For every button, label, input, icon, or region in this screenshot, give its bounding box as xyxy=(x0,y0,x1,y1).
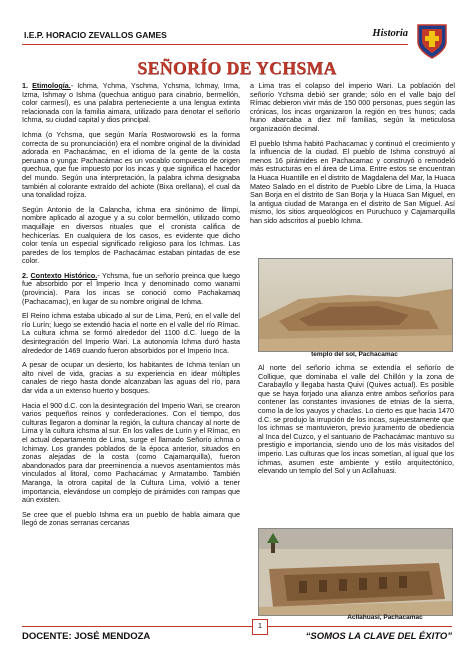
paragraph: Se cree que el pueblo Ishma era un pueblo de habla aimara que llegó de zonas serranas cercanas xyxy=(22,509,240,528)
paragraph: El pueblo Ishma habitó Pachacamac y continuó el crecimiento y la influencia de la ciudad. El pueblo de Ishma construyó al menos 16 pirámides en Pachacamac y construyó o remodeló más estructuras en el área de Lima. Entre estos se encuentran la Huaca Huantille en el distrito de Magdalena del Mar, la Huaca Mateo Salado en el distrito de Pueblo Libre de Lima, la Huaca San Borja en el distrito de San Borja y la Huaca San Miguel, en la antigua ciudad de Maranga en el distrito de San Miguel. Así mismo, los sitios arqueológicos en Puruchuco y Cajamarquilla han sido adscritos al pueblo Ichma. xyxy=(250,138,455,225)
paragraph: Según Antonio de la Calancha, ichma era sinónimo de llimpi, nombre aplicado al azogue y a su color bermellón, utilizado como maquillaje en diversos rituales que el cronista califica de hechicerías. En cualquiera de los casos, es evidente que dicho color tenía un especial significado religioso para los Ichmas. Las paredes de los templos de Pachacámac estaban pintadas de ese color. xyxy=(22,204,240,266)
context-section xyxy=(22,272,240,306)
page-header xyxy=(22,28,408,45)
page-title: SEÑORÍO DE YCHSMA xyxy=(137,58,337,78)
page-number: 1 xyxy=(252,619,268,635)
etymology-section xyxy=(22,82,240,125)
acllahuasi-photo xyxy=(258,528,453,616)
paragraph: A pesar de ocupar un desierto, los habitantes de Ichma tenían un alto nivel de vida, gracias a su experiencia en idear múltiples canales de riego hasta donde alcanzaban las aguas del río, para dar vida a un extenso huerto y bosques. xyxy=(22,360,240,395)
subject-label: Historia xyxy=(372,28,408,39)
photo-caption: Acllahuasi, Pachacamac xyxy=(347,614,423,621)
section-number: 1. xyxy=(22,81,28,90)
page-footer xyxy=(22,623,452,645)
left-column xyxy=(22,82,240,534)
right-column xyxy=(250,82,455,232)
section-number: 2. xyxy=(22,270,28,280)
photo-caption: templo del sol, Pachacamac xyxy=(311,351,398,358)
motto-label: “SOMOS LA CLAVE DEL ÉXITO” xyxy=(305,631,452,642)
section-heading: Etimología. xyxy=(32,81,71,90)
teacher-label: DOCENTE: JOSÉ MENDOZA xyxy=(22,631,151,642)
paragraph: a Lima tras el colapso del imperio Wari. La población del señorío Ychsma debió ser grande; sólo en el valle bajo del Rímac debieron vivir más de 150 000 personas, pues según las crónicas, los incas organizaron la región en tres hunos; cada huno abarcaba a diez mil familias, según la meticulosa organización decimal. xyxy=(250,81,455,133)
temple-of-sun-photo xyxy=(258,258,453,352)
right-column-continued xyxy=(258,364,454,482)
paragraph-text: - Ychsma, fue un señorío preinca que luego fue absorbido por el Imperio Inca y denominado como wanami (provincia). Para los incas se conoció como Pachakamaq (Pachacamac), en lugar de su nombre original de Ichma. xyxy=(22,270,240,306)
paragraph-text: - Ichma, Ychma, Yschma, Ychsma, Ichmay, Irma, Izma, Ishmay o Ishma (quechua antiguo para cinabrio, bermellón, color carmesí), es una palabra perteneciente a una lengua extinta relacionada con la familia aimara, utilizado para denotar el señorío Ichma, su ciudad capital y dios principal. xyxy=(22,81,241,125)
paragraph: Hacia el 900 d.C. con la desintegración del Imperio Wari, se crearon varios pequeños reinos y confederaciones. Con el tiempo, dos culturas llegaron a dominar la región, la cultura chancay al norte de Lima y la cultura ichsma al sur. En los valles de Lurín y el Rímac, en el actual departamento de Lima, surge el llamado Señorío ichma o Ichimay. Los grandes poblados de la época anterior, situados en zonas alejadas de la costa (como Cajamarquilla), fueron abandonados para dar preeminencia a nuevos asentamientos más vinculados al litoral, como Pachacámac y Armatambo. También Maranga, la otrora capital de la Cultura Lima, volvió a tener importancia, elevándose un complejo de pirámides con rampas que aún existen. xyxy=(22,400,240,505)
paragraph: El Reino ichma estaba ubicado al sur de Lima, Perú, en el valle del río Lurín; luego se extendió hacia el norte en el valle del río Rímac. La cultura ichma se formó alrededor del 1100 d.C. luego de la desintegración del Imperio Wari. La autonomía Ichma duró hasta alrededor de 1469 cuando fueron absorbidos por el Imperio Inca. xyxy=(22,311,240,355)
paragraph: Ichma (o Ychsma, que según María Rostworowski es la forma correcta de su pronunciación) era el nombre original de la divinidad adorada en Pachacámac, en el idioma de la gente de la costa peruana o yunga: Pachacámac es un vocablo compuesto de origen quechua, que fue impuesto por los incas y que significa el hacedor del mundo. Según una interpretación, la palabra ichma designaba también al colorante extraído del achiote (Bixa orellana), el cual da una tonalidad rojiza. xyxy=(22,129,240,200)
section-heading: Contexto Histórico. xyxy=(30,270,98,280)
school-crest-icon xyxy=(414,22,450,60)
school-name: I.E.P. HORACIO ZEVALLOS GAMES xyxy=(24,30,167,40)
paragraph: Al norte del señorío ichma se extendía el señorío de Collique, que dominaba el valle del Chillón y la zona de Carabayllo y llegaba hasta Quivi (Quives actual). Es posible que se haya forjado una alianza entre ambos señoríos para contener las constantes invasiones de etnias de la sierra, como la de los yauyos y chaclas. Lo cierto es que hacia 1470 d.C. se produjo la irrupción de los incas, sujeuestamente que los ichmas se mantuvieron, previo juramento de obediencia al Inca del Cuzco, y el santuario de Pachacámac mantuvo su prestigio e importancia, siendo uno de los más visitados del imperio. Las culturas que los incas sometían, al igual que los ichmas, asumen este ambiente y estilo arquitectónico, elevando un templo del Sol y un Acllahuasi. xyxy=(258,363,454,476)
